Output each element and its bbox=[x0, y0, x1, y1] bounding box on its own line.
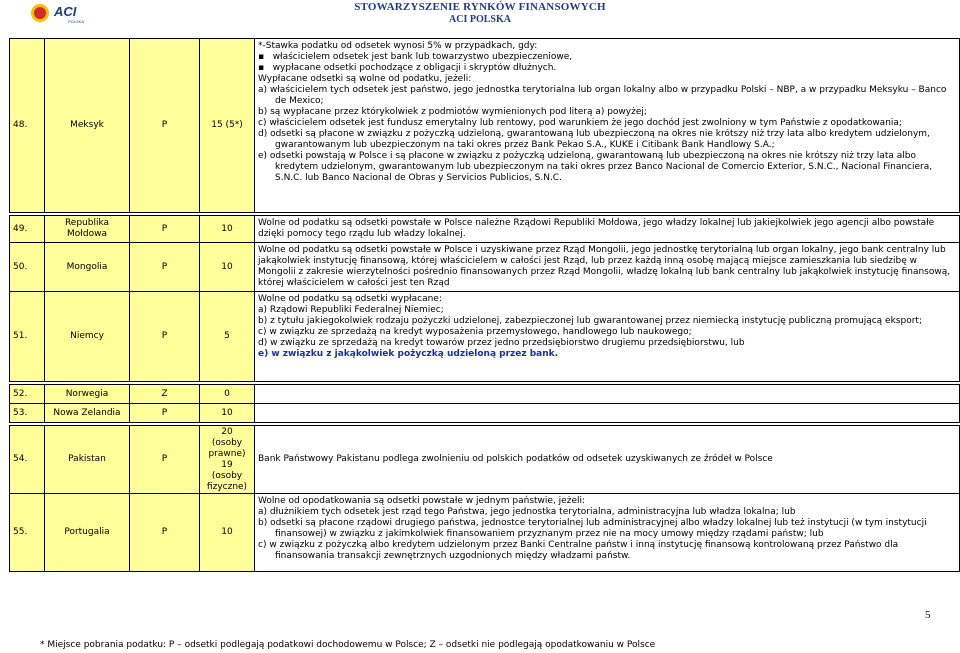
tax-rate: 10 bbox=[200, 494, 255, 572]
tax-rate: 0 bbox=[200, 385, 255, 404]
desc-line: a) dłużnikiem tych odsetek jest rząd tego Państwa, jego jednostka terytorialna, administracyjna lub władza lokalna; lub bbox=[258, 507, 796, 517]
desc-line: właścicielem odsetek jest bank lub towarzystwo ubezpieczeniowe, bbox=[272, 52, 573, 62]
row-number: 49. bbox=[10, 216, 45, 243]
desc-line: *-Stawka podatku od odsetek wynosi 5% w przypadkach, gdy: bbox=[258, 41, 538, 51]
desc-line: Wolne od podatku są odsetki powstałe w Polsce i uzyskiwane przez Rząd Mongolii, jego jednostkę terytorialną lub organ lokalny, jego bank centralny lub jakąkolwiek instytucję finansową, której właścicielem w całości jest Rząd, lub przez każdą inną osobę mającą miejsce zamieszkania lub siedzibę w Mongolii z zakresie wierzytelności pośrednio finansowanych przez Rząd Mongolii, władzę lokalną lub bank centralny lub jakąkolwiek instytucję finansową, której właścicielem w całości jest ten Rząd bbox=[258, 245, 951, 288]
row-number: 50. bbox=[10, 243, 45, 292]
country-name: Mongolia bbox=[45, 243, 130, 292]
desc-line: wypłacane odsetki pochodzące z obligacji i skryptów dłużnych. bbox=[272, 63, 557, 73]
header-subtitle: ACI POLSKA bbox=[449, 14, 511, 25]
table-row bbox=[10, 39, 960, 213]
desc-line: Wolne od podatku są odsetki powstałe w Polsce należne Rządowi Republiki Mołdowa, jego władzy lokalnej lub jakiejkolwiek jego agencji albo powstałe dzięki pomocy tego rządu lub władzy lokalnej. bbox=[258, 218, 935, 239]
desc-line: c) właścicielem odsetek jest fundusz emerytalny lub rentowy, pod warunkiem że jego dochód jest zwolniony w tym Państwie z opodatkowania; bbox=[258, 118, 902, 128]
desc-line: Wypłacane odsetki są wolne od podatku, jeżeli: bbox=[258, 74, 472, 84]
tax-type: P bbox=[130, 292, 200, 382]
tax-type: P bbox=[130, 39, 200, 213]
row-description bbox=[255, 292, 960, 382]
row-description bbox=[255, 243, 960, 292]
desc-line: b) odsetki są płacone rządowi drugiego państwa, jednostce terytorialnej lub administracyjnej albo władzy lokalnej lub też instytucji (w tym instytucji finansowej) w związku z jakimkolwiek finansowaniem przyznanym przez nie na mocy umowy między rządami państw; lub bbox=[258, 518, 927, 539]
desc-line: e) w związku z jakąkolwiek pożyczką udzieloną przez bank. bbox=[258, 349, 559, 359]
footnote: * Miejsce pobrania podatku: P – odsetki podlegają podatkowi dochodowemu w Polsce; Z – odsetki nie podlegają opodatkowaniu w Polsce bbox=[40, 640, 656, 650]
interest-tax-table bbox=[9, 38, 960, 572]
tax-rate: 20 (osoby prawne) 19 (osoby fizyczne) bbox=[200, 426, 255, 494]
row-description bbox=[255, 494, 960, 572]
tax-rate: 5 bbox=[200, 292, 255, 382]
row-description bbox=[255, 426, 960, 494]
logo-text: ACI bbox=[54, 4, 77, 19]
desc-line: a) właścicielem tych odsetek jest państwo, jego jednostka terytorialna lub organ lokalny albo w przypadku Polski – NBP, a w przypadku Meksyku – Banco de Mexico; bbox=[258, 85, 947, 106]
tax-type: P bbox=[130, 426, 200, 494]
desc-line: b) są wypłacane przez którykolwiek z podmiotów wymienionych pod literą a) powyżej; bbox=[258, 107, 647, 117]
table-row bbox=[10, 292, 960, 382]
row-number: 52. bbox=[10, 385, 45, 404]
table-row bbox=[10, 243, 960, 292]
row-number: 55. bbox=[10, 494, 45, 572]
header-title: STOWARZYSZENIE RYNKÓW FINANSOWYCH bbox=[354, 1, 606, 13]
tax-rate: 10 bbox=[200, 216, 255, 243]
logo-sub: POLSKA bbox=[68, 19, 85, 24]
row-description bbox=[255, 39, 960, 213]
table-row bbox=[10, 385, 960, 404]
desc-line: d) w związku ze sprzedażą na kredyt towarów przez jedno przedsiębiorstwo drugiemu przedsiębiorstwu, lub bbox=[258, 338, 745, 348]
tax-type: P bbox=[130, 243, 200, 292]
country-name: Nowa Zelandia bbox=[45, 404, 130, 423]
desc-bullet: ▪ wypłacane odsetki pochodzące z obligacji i skryptów dłużnych. bbox=[258, 63, 557, 73]
desc-line: c) w związku z pożyczką albo kredytem udzielonym przez Banki Centralne państw i inną instytucję finansową kontrolowaną przez Państwo dla finansowania transakcji zewnętrznych uzgodnionych między władzami państw. bbox=[258, 540, 899, 561]
tax-type: P bbox=[130, 494, 200, 572]
table-row bbox=[10, 216, 960, 243]
tax-rate: 10 bbox=[200, 243, 255, 292]
desc-line: Bank Państwowy Pakistanu podlega zwolnieniu od polskich podatków od odsetek uzyskiwanych ze źródeł w Polsce bbox=[258, 454, 773, 464]
desc-line: Wolne od podatku są odsetki wypłacane: bbox=[258, 294, 442, 304]
page-number: 5 bbox=[925, 609, 931, 621]
country-name: Republika Mołdowa bbox=[45, 216, 130, 243]
table-row bbox=[10, 494, 960, 572]
tax-type: P bbox=[130, 404, 200, 423]
desc-line: e) odsetki powstają w Polsce i są płacone w związku z pożyczką udzieloną, gwarantowaną lub ubezpieczoną na okres nie krótszy niż trzy lata albo kredytem udzielonym, gwarantowanym lub ubezpieczonym na taki okres przez Banco Nacional de Comercio Exterior, S.N.C., Nacional Financiera, S.N.C. lub Banco Nacional de Obras y Servicios Publicios, S.N.C. bbox=[258, 151, 933, 183]
row-description bbox=[255, 404, 960, 423]
desc-line: Wolne od opodatkowania są odsetki powstałe w jednym państwie, jeżeli: bbox=[258, 496, 586, 506]
row-number: 48. bbox=[10, 39, 45, 213]
country-name: Pakistan bbox=[45, 426, 130, 494]
row-description bbox=[255, 216, 960, 243]
desc-line: b) z tytułu jakiegokolwiek rodzaju pożyczki udzielonej, zabezpieczonej lub gwarantowanej przez niemiecką instytucję publiczną promującą eksport; bbox=[258, 316, 922, 326]
desc-line: c) w związku ze sprzedażą na kredyt wyposażenia przemysłowego, handlowego lub naukowego; bbox=[258, 327, 692, 337]
country-name: Norwegia bbox=[45, 385, 130, 404]
tax-type: P bbox=[130, 216, 200, 243]
tax-type: Z bbox=[130, 385, 200, 404]
table-row bbox=[10, 404, 960, 423]
desc-line: d) odsetki są płacone w związku z pożyczką udzieloną, gwarantowaną lub ubezpieczoną na okres nie krótszy niż trzy lata albo kredytem udzielonym, gwarantowanym lub ubezpieczonym na taki okres przez Bank Pekao S.A., KUKE i Citibank Bank Handlowy S.A.; bbox=[258, 129, 930, 150]
row-number: 54. bbox=[10, 426, 45, 494]
row-number: 51. bbox=[10, 292, 45, 382]
country-name: Portugalia bbox=[45, 494, 130, 572]
country-name: Meksyk bbox=[45, 39, 130, 213]
tax-rate: 10 bbox=[200, 404, 255, 423]
desc-line: a) Rządowi Republiki Federalnej Niemiec; bbox=[258, 305, 444, 315]
table-row bbox=[10, 426, 960, 494]
row-number: 53. bbox=[10, 404, 45, 423]
country-name: Niemcy bbox=[45, 292, 130, 382]
desc-bullet: ▪ właścicielem odsetek jest bank lub towarzystwo ubezpieczeniowe, bbox=[258, 52, 573, 62]
row-description bbox=[255, 385, 960, 404]
tax-rate: 15 (5*) bbox=[200, 39, 255, 213]
